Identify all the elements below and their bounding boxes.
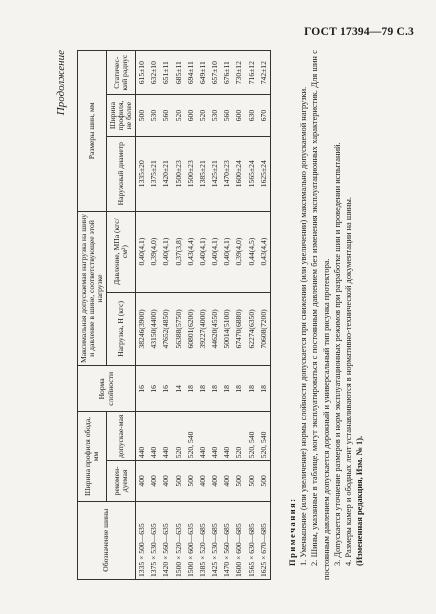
tire-spec-table	[77, 50, 271, 580]
cell: 1470 × 560—685	[221, 501, 233, 579]
cell: 500	[234, 461, 246, 501]
cell: 18	[258, 366, 271, 412]
cell: 1500±23	[185, 136, 197, 211]
table-row	[136, 51, 149, 580]
cell: 16	[148, 366, 160, 412]
col-ply-rating: Норма слойности	[78, 366, 136, 412]
cell: 500	[258, 461, 271, 501]
cell: 0,37(3,8)	[173, 211, 185, 292]
cell: 560	[160, 95, 172, 136]
cell: 1500 × 520—635	[173, 501, 185, 579]
cell: 1500 × 600—635	[185, 501, 197, 579]
cell: 18	[185, 366, 197, 412]
col-rim-width: Ширина профиля обода, мм	[78, 412, 107, 501]
col-pressure: Давление, МПа (кгс/см²)	[107, 211, 136, 292]
cell: 1425 × 530—685	[209, 501, 221, 579]
cell: 742±12	[258, 51, 271, 95]
cell: 44620(4550)	[209, 292, 221, 366]
cell: 685±11	[173, 51, 185, 95]
cell: 38246(3900)	[136, 292, 149, 366]
cell: 670	[258, 95, 271, 136]
col-tire-sizes: Размеры шин, мм	[78, 51, 107, 212]
cell: 1500±23	[173, 136, 185, 211]
table-row	[160, 51, 172, 580]
col-designation: Обозначение шины	[78, 501, 136, 579]
cell: 400	[221, 461, 233, 501]
cell: 0,40(4,1)	[160, 211, 172, 292]
cell: 500	[173, 461, 185, 501]
cell: 16	[136, 366, 149, 412]
note-4: 4. Размеры камер и ободных лент устанавливаются в нормативно-технической документации на шины.	[343, 197, 353, 566]
cell: 0,40(4,1)	[197, 211, 209, 292]
table-row	[234, 51, 246, 580]
rotated-page-content	[55, 50, 420, 580]
table-row	[221, 51, 233, 580]
col-outer-diameter: Наружный диаметр	[107, 136, 136, 211]
cell: 47652(4850)	[160, 292, 172, 366]
cell: 630	[246, 95, 258, 136]
cell: 56388(5750)	[173, 292, 185, 366]
cell: 632±10	[148, 51, 160, 95]
cell: 649±11	[197, 51, 209, 95]
edition-note: (Измененная редакция, Изм. № 1).	[355, 435, 365, 566]
cell: 1625±24	[258, 136, 271, 211]
cell: 18	[221, 366, 233, 412]
cell: 39227(4000)	[197, 292, 209, 366]
cell: 43150(4400)	[148, 292, 160, 366]
cell: 1335 × 500—635	[136, 501, 149, 579]
cell: 520, 540	[246, 412, 258, 461]
cell: 1470±23	[221, 136, 233, 211]
col-allowed: допускае-мая	[107, 412, 136, 461]
cell: 400	[197, 461, 209, 501]
cell: 1420±21	[160, 136, 172, 211]
cell: 651±11	[160, 51, 172, 95]
table-row	[148, 51, 160, 580]
cell: 520	[173, 412, 185, 461]
cell: 0,43(4,4)	[258, 211, 271, 292]
col-profile-width: Ширина профиля, не более	[107, 95, 136, 136]
note-2: 2. Шины, указанные в таблице, могут эксплуатироваться с постоянным давлением без изменения эксплуатационных характеристик. Для шин с постоянным давлением допускается дорожный и универсальный тип рисунка протектора.	[310, 50, 331, 580]
continuation-label: Продолжение	[55, 50, 67, 116]
cell: 560	[221, 95, 233, 136]
cell: 1375 × 530—635	[148, 501, 160, 579]
cell: 1425±21	[209, 136, 221, 211]
notes-title: Примечания:	[288, 497, 297, 566]
note-3: 3. Допускается уточнение размеров и норм эксплуатационных режимов при разработке шин и проведении испытаний.	[332, 142, 342, 566]
cell: 440	[209, 412, 221, 461]
cell: 18	[197, 366, 209, 412]
cell: 0,43(4,4)	[185, 211, 197, 292]
cell: 1385±21	[197, 136, 209, 211]
cell: 0,40(4,1)	[209, 211, 221, 292]
cell: 1565 × 630—685	[246, 501, 258, 579]
cell: 530	[209, 95, 221, 136]
cell: 60801(6200)	[185, 292, 197, 366]
cell: 440	[160, 412, 172, 461]
table-row	[173, 51, 185, 580]
cell: 500	[185, 461, 197, 501]
cell: 16	[160, 366, 172, 412]
cell: 440	[148, 412, 160, 461]
cell: 500	[136, 95, 149, 136]
cell: 0,40(4,1)	[221, 211, 233, 292]
cell: 600	[234, 95, 246, 136]
cell: 1335±20	[136, 136, 149, 211]
cell: 400	[136, 461, 149, 501]
table-row	[246, 51, 258, 580]
table-row	[197, 51, 209, 580]
cell: 694±11	[185, 51, 197, 95]
cell: 0,39(4,0)	[148, 211, 160, 292]
cell: 1600 × 600—685	[234, 501, 246, 579]
cell: 1420 × 560—635	[160, 501, 172, 579]
cell: 520	[173, 95, 185, 136]
cell: 520, 540	[258, 412, 271, 461]
cell: 1565±24	[246, 136, 258, 211]
cell: 520	[234, 412, 246, 461]
cell: 676±11	[221, 51, 233, 95]
cell: 440	[197, 412, 209, 461]
note-1: 1. Уменьшение (или увеличение) нормы слойности допускается при снижении (или увеличении) максимально допускаемой нагрузки.	[299, 86, 309, 566]
col-static-radius: Статичес-кий радиус	[107, 51, 136, 95]
cell: 62274(6350)	[246, 292, 258, 366]
cell: 600	[185, 95, 197, 136]
cell: 0,40(4,1)	[136, 211, 149, 292]
cell: 1625 × 670—685	[258, 501, 271, 579]
cell: 18	[246, 366, 258, 412]
notes-section	[287, 50, 365, 580]
cell: 530	[148, 95, 160, 136]
cell: 1600±24	[234, 136, 246, 211]
cell: 18	[234, 366, 246, 412]
cell: 716±12	[246, 51, 258, 95]
table-row	[209, 51, 221, 580]
table-row	[258, 51, 271, 580]
cell: 400	[160, 461, 172, 501]
cell: 657±10	[209, 51, 221, 95]
cell: 520, 540	[185, 412, 197, 461]
cell: 1385 × 520—685	[197, 501, 209, 579]
cell: 440	[221, 412, 233, 461]
cell: 0,44(4,5)	[246, 211, 258, 292]
cell: 400	[209, 461, 221, 501]
col-recommended: рекомен-дуемая	[107, 461, 136, 501]
cell: 14	[173, 366, 185, 412]
cell: 50014(5100)	[221, 292, 233, 366]
cell: 440	[136, 412, 149, 461]
cell: 67470(6880)	[234, 292, 246, 366]
cell: 500	[246, 461, 258, 501]
table-row	[185, 51, 197, 580]
col-max-load: Максимальная допускаемая нагрузка на шину и давление в шине, соответствующее этой нагрузке	[78, 211, 107, 366]
cell: 1375±21	[148, 136, 160, 211]
cell: 520	[197, 95, 209, 136]
col-load: Нагрузка, Н (кгс)	[107, 292, 136, 366]
cell: 400	[148, 461, 160, 501]
cell: 0,39(4,0)	[234, 211, 246, 292]
cell: 730±12	[234, 51, 246, 95]
cell: 615±10	[136, 51, 149, 95]
page-header: ГОСТ 17394—79 С.3	[304, 26, 414, 38]
cell: 18	[209, 366, 221, 412]
cell: 70608(7200)	[258, 292, 271, 366]
